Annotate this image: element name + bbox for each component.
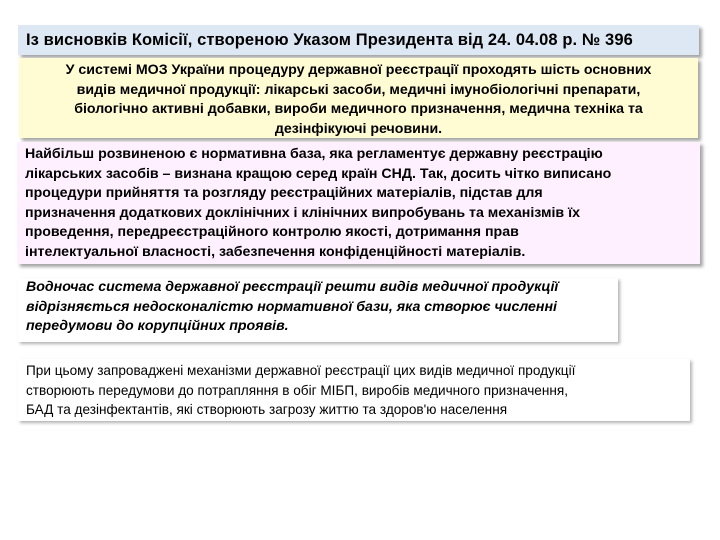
- summary-line: У системі МОЗ України процедуру державної реєстрації проходять шість основних: [65, 62, 652, 78]
- consequence-line: БАД та дезінфектантів, які створюють загрозу життю та здоров'ю населення: [26, 402, 508, 417]
- contrast-text-box: [18, 278, 618, 342]
- regulation-text-box: [17, 142, 700, 264]
- summary-line: видів медичної продукції: лікарські засоби, медичні імунобіологічні препарати,: [76, 81, 641, 98]
- regulation-line: лікарських засобів – визнана кращою серед країн СНД. Так, досить чітко виписано: [25, 165, 612, 182]
- regulation-line: Найбільш розвиненою є нормативна база, яка регламентує державну реєстрацію: [25, 146, 603, 162]
- contrast-line: передумови до корупційних проявів.: [26, 318, 289, 334]
- summary-line: біологічно активні добавки, вироби медичного призначення, медична техніка та: [74, 101, 643, 117]
- summary-text-box: [19, 58, 698, 138]
- regulation-line: проведення, передреєстраційного контролю якості, дотримання прав: [25, 224, 519, 240]
- regulation-line: призначення додаткових доклінічних і клінічних випробувань та механізмів їх: [25, 204, 580, 221]
- consequence-line: створюють передумови до потрапляння в обіг МІБП, виробів медичного призначення,: [26, 382, 569, 398]
- consequence-line: При цьому запроваджені механізми державної реєстрації цих видів медичної продукції: [26, 363, 576, 378]
- contrast-line: відрізняється недосконалістю нормативної бази, яка створює численні: [26, 298, 557, 315]
- regulation-line: інтелектуальної власності, забезпечення конфіденційності матеріалів.: [25, 243, 526, 260]
- contrast-line: Водночас система державної реєстрації решти видів медичної продукції: [26, 279, 559, 295]
- consequence-text-box: [18, 359, 690, 421]
- slide-title: Із висновків Комісії, створеною Указом Президента від 24. 04.08 р. № 396: [26, 30, 633, 49]
- regulation-line: процедури прийняття та розгляду реєстраційних матеріалів, підстав для: [25, 185, 543, 201]
- slide-title-box: [18, 25, 699, 55]
- summary-line: дезінфікуючі речовини.: [274, 120, 443, 137]
